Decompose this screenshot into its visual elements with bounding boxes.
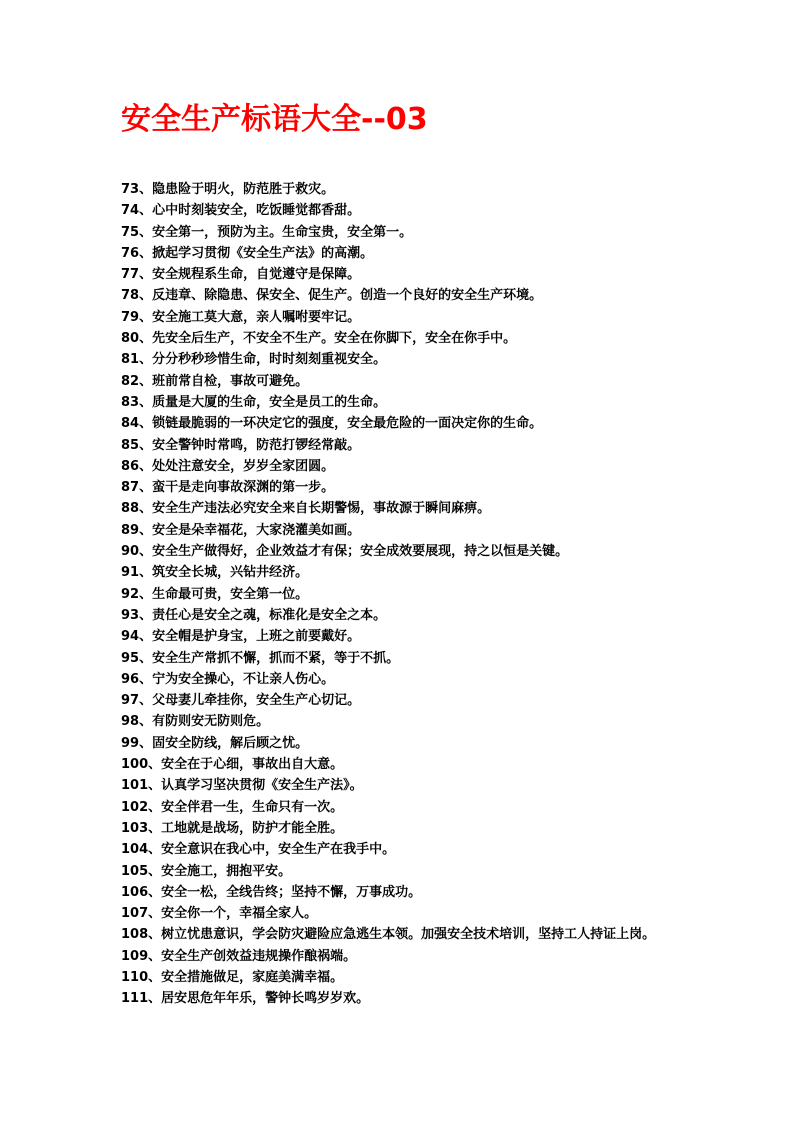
- slogan-item: 93、责任心是安全之魂，标准化是安全之本。: [121, 607, 387, 623]
- slogan-item: 100、安全在于心细，事故出自大意。: [121, 757, 344, 773]
- slogan-item: 109、安全生产创效益违规操作酿祸端。: [121, 948, 357, 964]
- slogan-item: 83、质量是大厦的生命，安全是员工的生命。: [121, 394, 387, 410]
- slogan-item: 95、安全生产常抓不懈，抓而不紧，等于不抓。: [121, 650, 400, 666]
- slogan-item: 94、安全帽是护身宝，上班之前要戴好。: [121, 629, 361, 645]
- slogan-item: 96、宁为安全操心，不让亲人伤心。: [121, 671, 335, 687]
- slogan-item: 90、安全生产做得好，企业效益才有保；安全成效要展现，持之以恒是关键。: [121, 544, 569, 560]
- slogan-item: 105、安全施工，拥抱平安。: [121, 863, 292, 879]
- slogan-item: 91、筑安全长城，兴钻井经济。: [121, 565, 309, 581]
- slogan-item: 88、安全生产违法必究安全来自长期警惕，事故源于瞬间麻痹。: [121, 501, 491, 517]
- slogan-item: 81、分分秒秒珍惜生命，时时刻刻重视安全。: [121, 352, 387, 368]
- slogan-item: 79、安全施工莫大意，亲人嘱咐要牢记。: [121, 309, 361, 325]
- slogan-list: [121, 179, 681, 1010]
- document-title: 安全生产标语大全--03: [121, 102, 428, 137]
- slogan-item: 92、生命最可贵，安全第一位。: [121, 586, 309, 602]
- slogan-item: 87、蛮干是走向事故深渊的第一步。: [121, 480, 335, 496]
- slogan-item: 77、安全规程系生命，自觉遵守是保障。: [121, 267, 361, 283]
- slogan-item: 104、安全意识在我心中，安全生产在我手中。: [121, 842, 396, 858]
- slogan-item: 86、处处注意安全，岁岁全家团圆。: [121, 458, 335, 474]
- slogan-item: 106、安全一松，全线告终；坚持不懈，万事成功。: [121, 884, 422, 900]
- slogan-item: 80、先安全后生产，不安全不生产。安全在你脚下，安全在你手中。: [121, 331, 517, 347]
- slogan-item: 107、安全你一个，幸福全家人。: [121, 906, 318, 922]
- slogan-item: 98、有防则安无防则危。: [121, 714, 270, 730]
- slogan-item: 102、安全伴君一生，生命只有一次。: [121, 799, 344, 815]
- slogan-item: 75、安全第一，预防为主。生命宝贵，安全第一。: [121, 224, 413, 240]
- slogan-item: 99、固安全防线，解后顾之忧。: [121, 735, 309, 751]
- slogan-item: 82、班前常自检，事故可避免。: [121, 373, 309, 389]
- slogan-item: 84、锁链最脆弱的一环决定它的强度，安全最危险的一面决定你的生命。: [121, 416, 543, 432]
- slogan-item: 74、心中时刻装安全，吃饭睡觉都香甜。: [121, 203, 361, 219]
- slogan-item: 111、居安思危年年乐，警钟长鸣岁岁欢。: [121, 991, 370, 1007]
- slogan-item: 101、认真学习坚决贯彻《安全生产法》。: [121, 778, 363, 794]
- slogan-item: 76、掀起学习贯彻《安全生产法》的高潮。: [121, 245, 374, 261]
- slogan-item: 89、安全是朵幸福花，大家浇灌美如画。: [121, 522, 361, 538]
- slogan-item: 110、安全措施做足，家庭美满幸福。: [121, 969, 344, 985]
- slogan-item: 78、反违章、除隐患、保安全、促生产。创造一个良好的安全生产环境。: [121, 288, 543, 304]
- slogan-item: 103、工地就是战场，防护才能全胜。: [121, 820, 344, 836]
- slogan-item: 85、安全警钟时常鸣，防范打锣经常敲。: [121, 437, 361, 453]
- slogan-item: 73、隐患险于明火，防范胜于救灾。: [121, 182, 335, 197]
- slogan-item: 108、树立忧患意识，学会防灾避险应急逃生本领。加强安全技术培训，坚持工人持证上岗。: [121, 927, 656, 943]
- slogan-item: 97、父母妻儿牵挂你，安全生产心切记。: [121, 693, 361, 709]
